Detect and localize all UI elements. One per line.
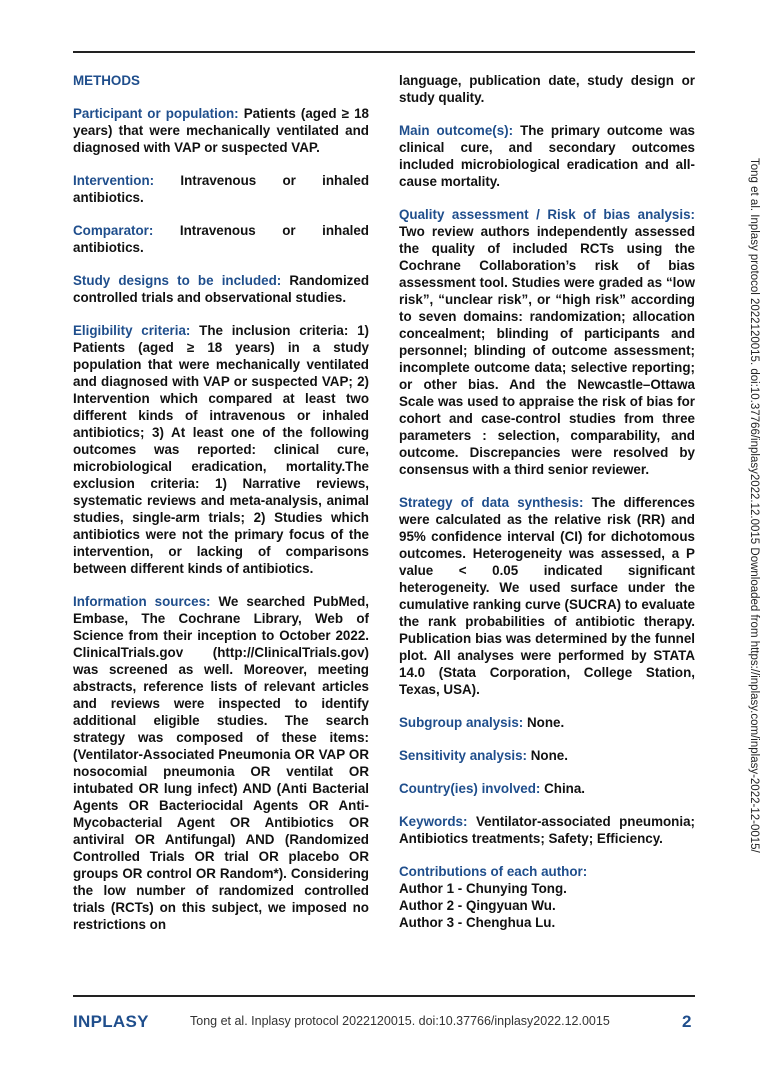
- country-heading: Country(ies) involved:: [399, 781, 545, 796]
- information-sources-section: [73, 593, 369, 933]
- bottom-rule: [73, 995, 695, 997]
- footer-citation: Tong et al. Inplasy protocol 2022120015. doi:10.37766/inplasy2022.12.0015: [190, 1014, 610, 1028]
- subgroup-heading: Subgroup analysis:: [399, 715, 527, 730]
- main-outcomes-heading: Main outcome(s):: [399, 123, 521, 138]
- study-designs-text: Randomized controlled trials and observational studies.: [73, 273, 369, 305]
- keywords-text: Ventilator-associated pneumonia; Antibiotics treatments; Safety; Efficiency.: [399, 814, 695, 846]
- author-2: Author 2 - Qingyuan Wu.: [399, 898, 556, 913]
- subgroup-section: [399, 714, 695, 731]
- intervention-text: Intravenous or inhaled antibiotics.: [73, 173, 369, 205]
- side-download-note: Tong et al. Inplasy protocol 2022120015. doi:10.37766/inplasy2022.12.0015 Downloaded from https://inplasy.com/inplasy-2022-12-0015/: [748, 158, 760, 853]
- author-3: Author 3 - Chenghua Lu.: [399, 915, 556, 930]
- keywords-heading: Keywords:: [399, 814, 476, 829]
- comparator-heading: Comparator:: [73, 223, 180, 238]
- information-sources-heading: Information sources:: [73, 594, 219, 609]
- country-section: [399, 780, 695, 797]
- comparator-text: Intravenous or inhaled antibiotics.: [73, 223, 369, 255]
- intervention-section: [73, 172, 369, 206]
- eligibility-text: The inclusion criteria: 1) Patients (aged ≥ 18 years) in a study population that were mechanically ventilated and diagnosed with VAP or suspected VAP; 2) Intervention which compared at least two different kinds of intravenous or inhaled antibiotics; 3) At least one of the following outcomes was reported: clinical cure, microbiological eradication, mortality.The exclusion criteria: 1) Narrative reviews, systematic reviews and meta-analysis, animal studies, single-arm trials; 2) Studies which antibiotics were not the primary focus of the intervention, or lacking of comparisons between different kinds of antibiotics.: [73, 323, 369, 576]
- data-synthesis-section: [399, 494, 695, 698]
- author-1: Author 1 - Chunying Tong.: [399, 881, 567, 896]
- continued-text: language, publication date, study design or study quality.: [399, 73, 695, 105]
- page-number: 2: [682, 1012, 692, 1031]
- participant-section: [73, 105, 369, 156]
- right-column: [399, 72, 695, 947]
- participant-text: Patients (aged ≥ 18 years) that were mechanically ventilated and diagnosed with VAP or suspected VAP.: [73, 106, 369, 155]
- continued-section: [399, 72, 695, 106]
- keywords-section: [399, 813, 695, 847]
- section-title: METHODS: [73, 73, 140, 88]
- study-designs-section: [73, 272, 369, 306]
- main-outcomes-section: [399, 122, 695, 190]
- eligibility-heading: Eligibility criteria:: [73, 323, 200, 338]
- quality-assessment-text: Two review authors independently assessed the quality of included RCTs using the Cochrane Collaboration’s risk of bias assessment tool. Studies were graded as “low risk”, “unclear risk”, or “high risk” according to seven domains: randomization; allocation concealment; blinding of participants and personnel; blinding of outcome assessment; incomplete outcome data; selective reporting; or other bias. And the Newcastle–Ottawa Scale was used to appraise the risk of bias for cohort and case-control studies from three parameters : selection, comparability, and outcome. Discrepancies were resolved by consensus with a third senior reviewer.: [399, 224, 695, 477]
- quality-assessment-heading: Quality assessment / Risk of bias analysis:: [399, 207, 695, 222]
- sensitivity-heading: Sensitivity analysis:: [399, 748, 531, 763]
- subgroup-text: None.: [526, 715, 565, 730]
- quality-assessment-section: [399, 206, 695, 478]
- comparator-section: [73, 222, 369, 256]
- contributions-section: [399, 863, 695, 931]
- sensitivity-section: [399, 747, 695, 764]
- information-sources-text: We searched PubMed, Embase, The Cochrane Library, Web of Science from their inception to October 2022. ClinicalTrials.gov (http://ClinicalTrials.gov) was screened as well. Moreover, meeting abstracts, reference lists of relevant articles and reviews were inspected to identify additional eligible studies. The search strategy was composed of these items: (Ventilator-Associated Pneumonia OR VAP OR nosocomial pneumonia OR ventilat OR intubated OR lung infect) AND (Anti Bacterial Agents OR Bacteriocidal Agents OR Anti-Mycobacterial Agent OR Antibiotics OR antiviral OR Antifungal) AND (Randomized Controlled Trials OR trial OR placebo OR groups OR control OR Random*). Considering the low number of randomized controlled trials (RCTs) on this subject, we imposed no restrictions on: [73, 594, 370, 932]
- study-designs-heading: Study designs to be included:: [73, 273, 290, 288]
- main-outcomes-text: The primary outcome was clinical cure, and secondary outcomes included microbiological eradication and all-cause mortality.: [399, 123, 695, 189]
- intervention-heading: Intervention:: [73, 173, 181, 188]
- participant-heading: Participant or population:: [73, 106, 244, 121]
- sensitivity-text: None.: [530, 748, 568, 763]
- footer-brand: INPLASY: [73, 1012, 149, 1031]
- eligibility-section: [73, 322, 369, 577]
- left-column: [73, 72, 369, 949]
- contributions-heading: Contributions of each author:: [399, 864, 588, 879]
- country-text: China.: [544, 781, 586, 796]
- data-synthesis-text: The differences were calculated as the relative risk (RR) and 95% confidence interval (CI) for dichotomous outcomes. Heterogeneity was assessed, a P value < 0.05 indicated significant heterogeneity. We used surface under the cumulative ranking curve (SUCRA) to evaluate the rank probabilities of antibiotic therapy. Publication bias was determined by the funnel plot. All analyses were performed by STATA 14.0 (Stata Corporation, College Station, Texas, USA).: [399, 495, 695, 697]
- data-synthesis-heading: Strategy of data synthesis:: [399, 495, 592, 510]
- top-rule: [73, 51, 695, 53]
